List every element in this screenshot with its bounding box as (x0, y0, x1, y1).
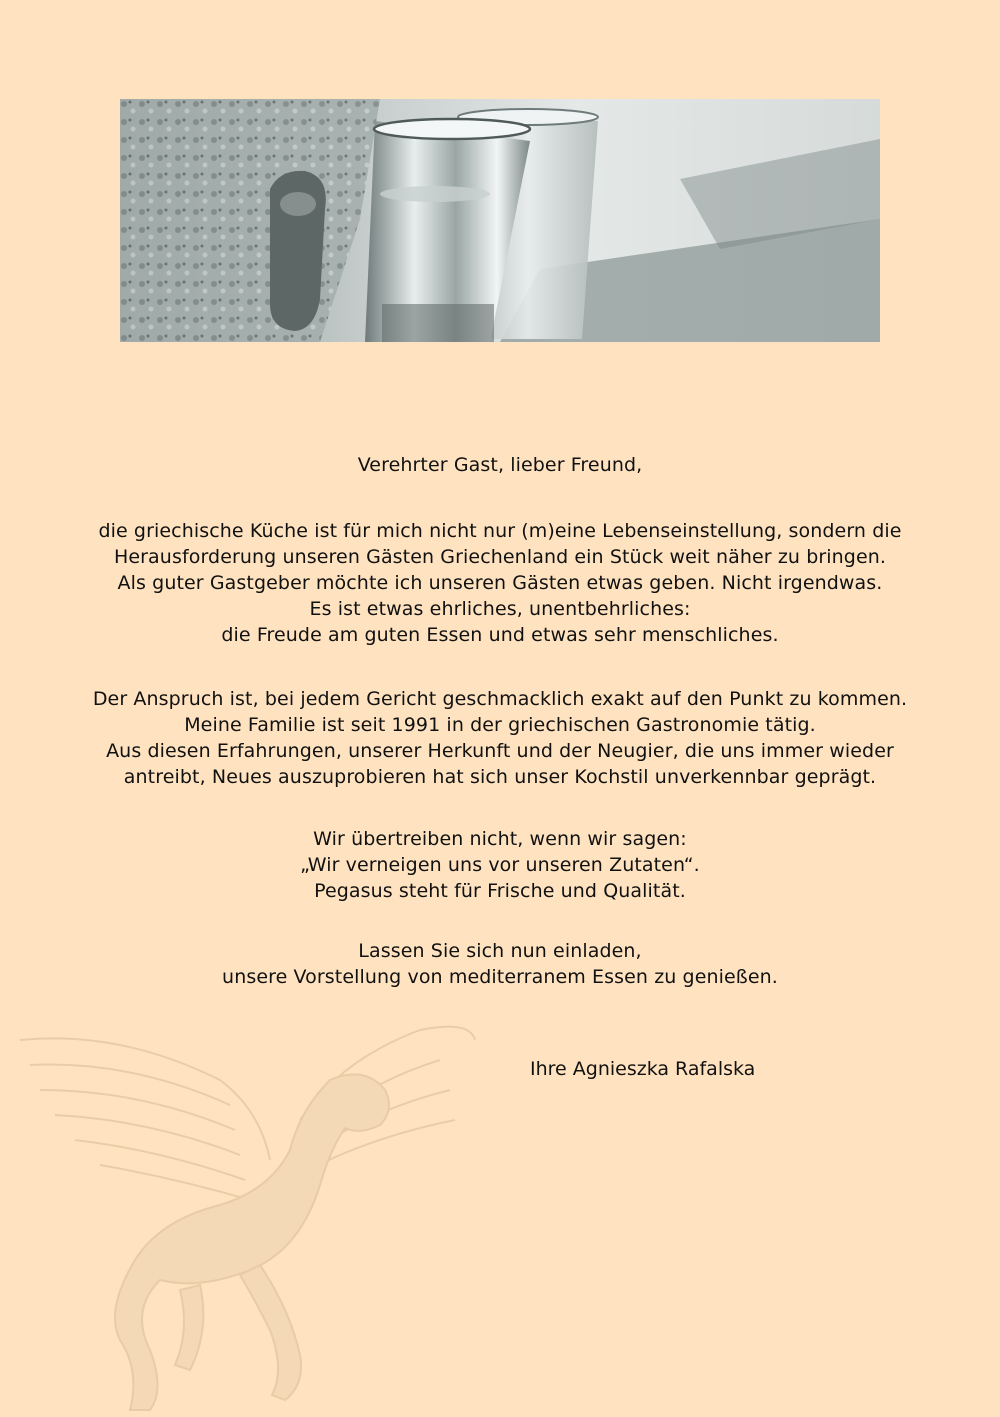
paragraph-line: Lassen Sie sich nun einladen, (358, 940, 642, 962)
paragraph-line: Als guter Gastgeber möchte ich unseren Gästen etwas geben. Nicht irgendwas. (117, 572, 883, 594)
paragraph-line: Wir übertreiben nicht, wenn wir sagen: (313, 828, 687, 850)
letter-body (0, 452, 1000, 1022)
salutation: Verehrter Gast, lieber Freund, (357, 454, 643, 476)
paragraph-line: unsere Vorstellung von mediterranem Essen zu genießen. (222, 966, 778, 988)
pegasus-watermark (0, 1010, 480, 1413)
shot-glasses-photo-icon (120, 99, 880, 342)
paragraph-claim (0, 686, 1000, 790)
paragraph-ingredients (0, 826, 1000, 904)
paragraph-line: antreibt, Neues auszuprobieren hat sich unser Kochstil unverkennbar geprägt. (123, 766, 877, 788)
paragraph-line: Pegasus steht für Frische und Qualität. (314, 880, 686, 902)
paragraph-line: „Wir verneigen uns vor unseren Zutaten“. (300, 854, 700, 876)
pegasus-winged-horse-icon (0, 1010, 480, 1413)
paragraph-line: Der Anspruch ist, bei jedem Gericht geschmacklich exakt auf den Punkt zu kommen. (92, 688, 908, 710)
paragraph-invitation (0, 938, 1000, 990)
paragraph-line: Meine Familie ist seit 1991 in der griechischen Gastronomie tätig. (184, 714, 816, 736)
signature: Ihre Agnieszka Rafalska (530, 1058, 756, 1080)
hero-photo-shot-glasses (120, 99, 880, 342)
paragraph-line: Aus diesen Erfahrungen, unserer Herkunft und der Neugier, die uns immer wieder (106, 740, 894, 762)
paragraph-line: Herausforderung unseren Gästen Griechenland ein Stück weit näher zu bringen. (113, 546, 887, 568)
paragraph-intro (0, 518, 1000, 648)
paragraph-line: die griechische Küche ist für mich nicht nur (m)eine Lebenseinstellung, sondern die (98, 520, 902, 542)
paragraph-line: Es ist etwas ehrliches, unentbehrliches: (309, 598, 691, 620)
paragraph-line: die Freude am guten Essen und etwas sehr menschliches. (221, 624, 779, 646)
